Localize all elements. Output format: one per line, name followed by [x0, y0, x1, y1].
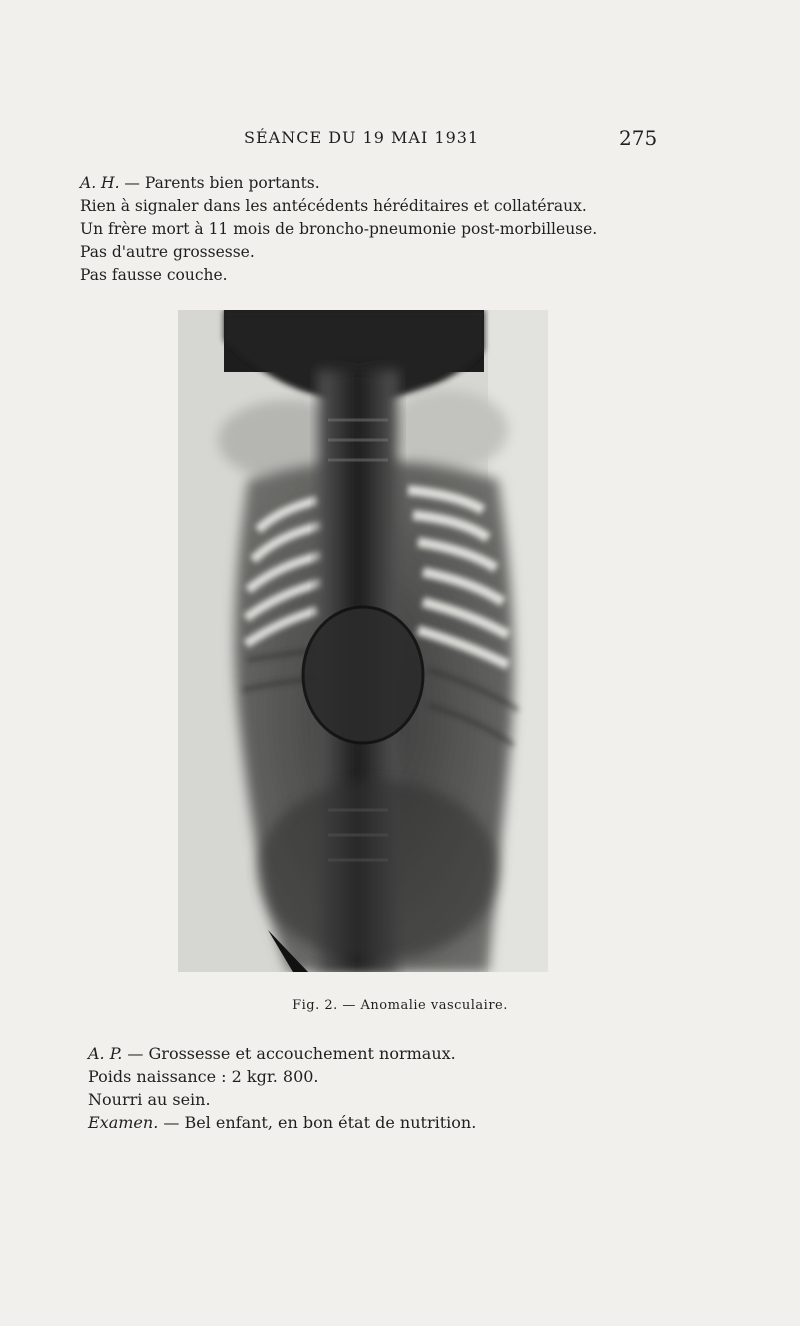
- anamnesis-paragraph: [88, 1042, 476, 1134]
- text-line: Nourri au sein.: [88, 1090, 211, 1109]
- history-paragraph: [80, 172, 597, 287]
- line-text: — Parents bien portants.: [119, 174, 320, 192]
- exam-lead: Examen.: [88, 1113, 159, 1132]
- text-line: Un frère mort à 11 mois de broncho-pneumonie post-morbilleuse.: [80, 220, 598, 238]
- text-line: Poids naissance : 2 kgr. 800.: [88, 1067, 319, 1086]
- xray-figure: [178, 310, 548, 972]
- section-lead: A. H.: [80, 174, 120, 192]
- xray-image: [178, 310, 548, 972]
- running-head: SÉANCE DU 19 MAI 1931: [244, 128, 480, 147]
- text-line: Rien à signaler dans les antécédents héréditaires et collatéraux.: [80, 197, 587, 215]
- text-line: [88, 1111, 476, 1134]
- text-line: Pas d'autre grossesse.: [80, 243, 255, 261]
- page-header: [0, 126, 800, 156]
- section-lead: A. P.: [88, 1044, 123, 1063]
- page-number: 275: [619, 126, 658, 150]
- figure-caption: Fig. 2. — Anomalie vasculaire.: [292, 998, 508, 1013]
- text-line: [80, 172, 597, 195]
- text-line: Pas fausse couche.: [80, 266, 228, 284]
- text-line: [88, 1042, 476, 1065]
- line-text: — Bel enfant, en bon état de nutrition.: [158, 1113, 477, 1132]
- line-text: — Grossesse et accouchement normaux.: [122, 1044, 456, 1063]
